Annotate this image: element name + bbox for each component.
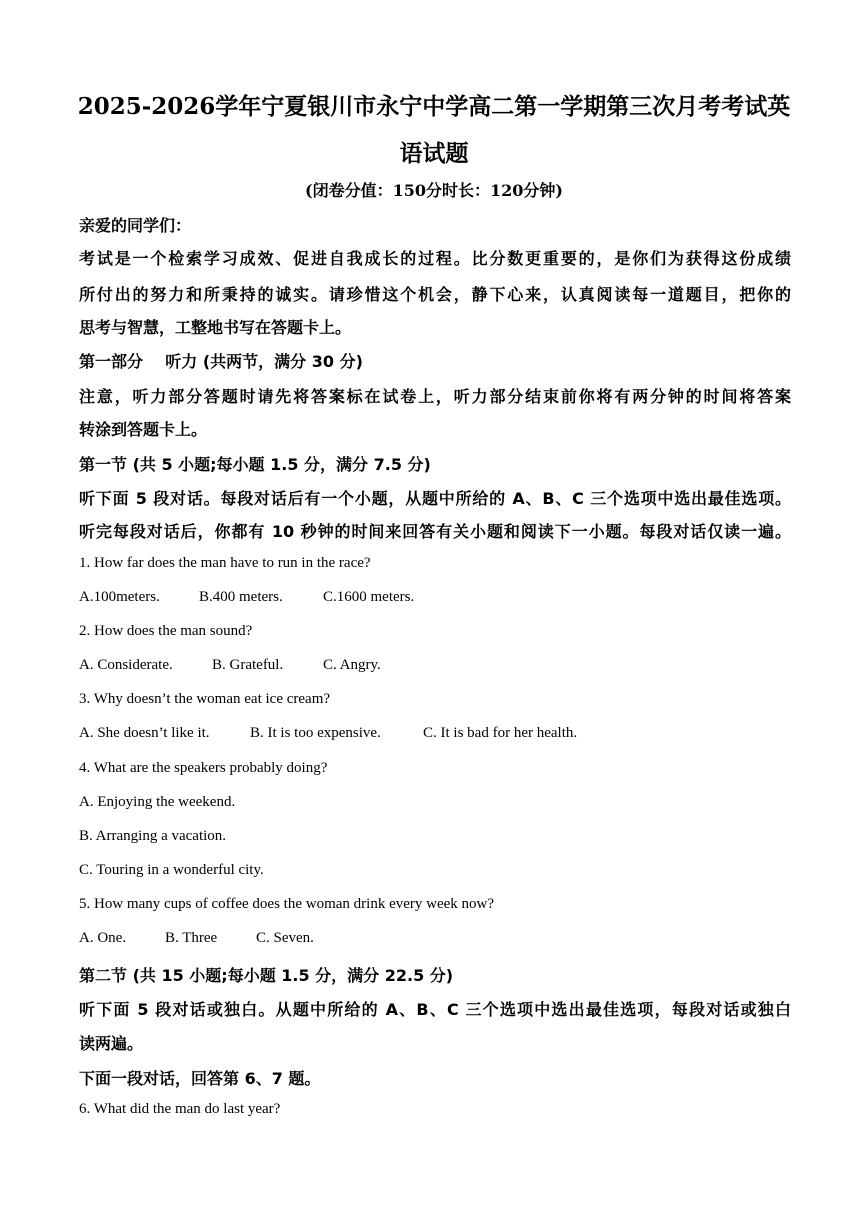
section2-instruction-1: 听下面 5 段对话或独白。从题中所给的 A、B、C 三个选项中选出最佳选项，每段对话或独白 bbox=[79, 1000, 791, 1019]
q3-option-a: A. She doesn’t like it. bbox=[79, 725, 210, 741]
question-4: 4. What are the speakers probably doing? bbox=[79, 760, 328, 776]
q2-option-a: A. Considerate. bbox=[79, 657, 173, 673]
exam-info: (闭卷分值：150分时长：120分钟) bbox=[305, 181, 563, 200]
q3-option-c: C. It is bad for her health. bbox=[423, 725, 578, 741]
section1-heading: 第一节 (共 5 小题;每小题 1.5 分，满分 7.5 分) bbox=[79, 455, 431, 474]
intro-line-3: 思考与智慧，工整地书写在答题卡上。 bbox=[79, 318, 352, 337]
greeting: 亲爱的同学们： bbox=[79, 216, 192, 235]
q1-option-c: C.1600 meters. bbox=[323, 589, 415, 605]
question-2: 2. How does the man sound? bbox=[79, 623, 253, 639]
intro-line-2: 所付出的努力和所秉持的诚实。请珍惜这个机会，静下心来，认真阅读每一道题目，把你的 bbox=[79, 285, 791, 304]
exam-title-line2: 语试题 bbox=[399, 140, 469, 167]
notice-line-2: 转涂到答题卡上。 bbox=[79, 420, 208, 439]
section2-instruction-2: 读两遍。 bbox=[79, 1034, 144, 1053]
notice-line-1: 注意，听力部分答题时请先将答案标在试卷上，听力部分结束前你将有两分钟的时间将答案 bbox=[79, 387, 791, 406]
q1-option-a: A.100meters. bbox=[79, 589, 160, 605]
section2-heading: 第二节 (共 15 小题;每小题 1.5 分，满分 22.5 分) bbox=[79, 966, 454, 985]
q5-option-c: C. Seven. bbox=[256, 930, 314, 946]
question-3: 3. Why doesn’t the woman eat ice cream? bbox=[79, 691, 331, 707]
part1-heading: 第一部分 听力 (共两节，满分 30 分) bbox=[79, 352, 363, 371]
q1-option-b: B.400 meters. bbox=[199, 589, 283, 605]
q4-option-a: A. Enjoying the weekend. bbox=[79, 794, 236, 810]
q5-option-b: B. Three bbox=[165, 930, 218, 946]
section1-instruction-2: 听完每段对话后，你都有 10 秒钟的时间来回答有关小题和阅读下一小题。每段对话仅读一遍。 bbox=[79, 522, 791, 541]
dialogue-intro: 下面一段对话，回答第 6、7 题。 bbox=[79, 1069, 321, 1088]
q4-option-c: C. Touring in a wonderful city. bbox=[79, 862, 264, 878]
question-1: 1. How far does the man have to run in the race? bbox=[79, 555, 371, 571]
intro-line-1: 考试是一个检索学习成效、促进自我成长的过程。比分数更重要的，是你们为获得这份成绩 bbox=[79, 249, 791, 268]
q2-option-c: C. Angry. bbox=[323, 657, 381, 673]
exam-title-line1: 2025-2026学年宁夏银川市永宁中学高二第一学期第三次月考考试英 bbox=[77, 93, 791, 120]
q5-option-a: A. One. bbox=[79, 930, 127, 946]
q3-option-b: B. It is too expensive. bbox=[250, 725, 381, 741]
section1-instruction-1: 听下面 5 段对话。每段对话后有一个小题，从题中所给的 A、B、C 三个选项中选出最佳选项。 bbox=[79, 489, 791, 508]
question-6: 6. What did the man do last year? bbox=[79, 1101, 281, 1117]
q2-option-b: B. Grateful. bbox=[212, 657, 284, 673]
question-5: 5. How many cups of coffee does the woman drink every week now? bbox=[79, 896, 495, 912]
q4-option-b: B. Arranging a vacation. bbox=[79, 828, 227, 844]
